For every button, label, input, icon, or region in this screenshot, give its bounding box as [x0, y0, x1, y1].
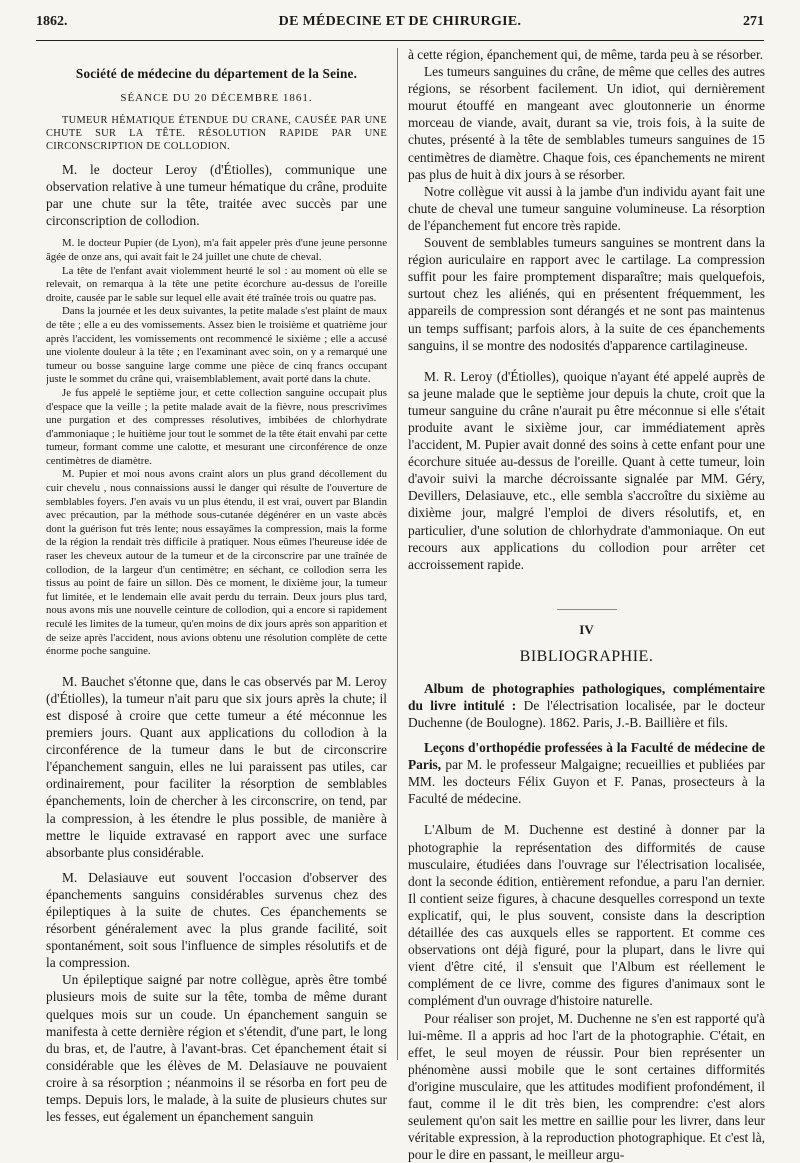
running-header [36, 14, 764, 40]
header-year: 1862. [36, 14, 68, 30]
section-title-society: Société de médecine du département de la Seine. [46, 66, 387, 82]
observation-paragraph: M. Pupier et moi nous avons craint alors un plus grand décollement du cuir chevelu , nous connaissions aussi le danger qui résulte de l'ouverture de semblables foyers. J'en avais vu un plus étendu, il est vrai, ouvert par Blandin avec précaution, par la méthode sous-cutanée dégénérer en un vaste abcès dont la guérison fut très lente; nous essayâmes la compression, mais la forme de la région la rendait très difficile à pratiquer. Nous eûmes l'heureuse idée de raser les cheveux autour de la tumeur et de la circonscrire par une traînée de collodion, de la largeur d'un centimètre; en séchant, ce collodion serra les tissus au point de faire un sillon. Dès ce moment, le dixième jour, la tumeur fut limitée, et le lendemain elle avait perdu du terrain. Deux jours plus tard, nous avons mis une nouvelle ceinture de collodion, qui a encore si rapidement reculé les limites de la tumeur, qu'en moins de dix jours après son apparition et de seize après l'accident, nous avions obtenu une résolution complète de cette énorme poche sanguine. [46, 468, 387, 658]
bauchet-paragraph: M. Bauchet s'étonne que, dans le cas observés par M. Leroy (d'Étiolles), la tumeur n'ait paru que six jours après la chute; il est disposé à croire que cette tumeur a été méconnue les premiers jours. Quant aux applications du collodion à la circonférence de la tumeur dans le but de circonscrire l'épanchement sanguin, elles ne lui paraissent pas utiles, car ordinairement, pour faciliter la résorption de semblables épanchements, loin de chercher à les circonscrire, on tend, par la compression, à les étendre le plus possible, de manière à mettre le liquide extravasé en rapport avec une surface absorbante plus considérable. [46, 673, 387, 861]
review-paragraph: Pour réaliser son projet, M. Duchenne ne s'en est rapporté qu'à lui-même. Il a appris ad hoc l'art de la photographie. C'était, en effet, le seul moyen de réussir. Pour bien représenter un phénomène aussi mobile que le sont certaines difformités d'origine musculaire, que les attitudes modifient profondément, il faut, comme il le dit très bien, les comprendre: c'est alors seulement qu'on sait les mettre en saillie pour les livrer, dans leur véritable expression, à la reproduction photographique. Et c'est là, pour le dire en passant, le meilleur argu- [408, 1010, 765, 1163]
left-column [46, 46, 387, 1125]
review-paragraph: L'Album de M. Duchenne est destiné à donner par la photographie la représentation des difformités de cause musculaire, étudiées dans l'ouvrage sur l'électrisation localisée, dont la seconde édition, entièrement refondue, a paru l'an dernier. Il contient seize figures, à chacune desquelles correspond un texte explicatif, qui, le plus souvent, consiste dans la description détaillée des cas auxquels elles se rapportent. Et comme ces observations ont déjà figuré, pour la plupart, dans le livre qui vient d'être cité, il s'ensuit que l'Album est réellement le complément de ce livre, comme des figures d'animaux sont le complément d'un ouvrage d'histoire naturelle. [408, 821, 765, 1009]
leg-paragraph: Notre collègue vit aussi à la jambe d'un individu ayant fait une chute de cheval une tumeur sanguine volumineuse. La résorption de l'épanchement fut encore très rapide. [408, 183, 765, 234]
leroy-reply-paragraph: M. R. Leroy (d'Étiolles), quoique n'ayant été appelé auprès de sa jeune malade que le septième jour depuis la chute, croit que la tumeur sanguine du crâne n'aurait pu être méconnue si elle s'était produite avant le sixième jour, car immédiatement après l'accident, M. Pupier avait donné des soins à cette enfant pour une écorchure située au-dessus de l'oreille. Quant à cette tumeur, loin d'avoir suivi la marche décroissante signalée par MM. Géry, Devillers, Delasiauve, etc., elle sembla s'accroître du sixième au dixième jour, malgré l'emploi de divers résolutifs, et, en particulier, d'une solution de chlorhydrate d'ammoniaque. On eut recours aux applications du collodion pour arrêter cet accroissement rapide. [408, 368, 765, 573]
bibliography-heading: BIBLIOGRAPHIE. [408, 648, 765, 666]
header-rule [36, 40, 764, 41]
right-column [408, 46, 765, 1163]
auricular-paragraph: Souvent de semblables tumeurs sanguines se montrent dans la région auriculaire en rapport avec le cartilage. La compression suffit pour les faire promptement disparaître; mais quelquefois, surtout chez les aliénés, qui en présentent fréquemment, les appareils de compression sont dérangés et ne sont pas maintenus un temps suffisant; parfois alors, à la suite de ces épanchements sanguins, il se montre des nodosités d'apparence cartilagineuse. [408, 234, 765, 354]
page-number: 271 [743, 14, 764, 30]
observation-paragraph: La tête de l'enfant avait violemment heurté le sol : au moment où elle se relevait, on remarqua à la tête une petite écorchure au-dessus de l'oreille droite, causée par le sable sur lequel elle avait été traînée trois ou quatre pas. [46, 265, 387, 306]
album-title: Album de photographies pathologiques, complémentaire du livre intitulé : [408, 681, 765, 713]
continued-paragraph: à cette région, épanchement qui, de même, tarda peu à se résorber. [408, 46, 765, 63]
lecons-details: par M. le professeur Malgaigne; recueillies et publiées par MM. les docteurs Félix Guyon et F. Panas, prosecteurs à la Faculté de médecine. [408, 757, 765, 806]
section-number: IV [557, 609, 617, 638]
lecons-title: Leçons d'orthopédie professées à la Faculté de médecine de Paris, [408, 740, 765, 772]
header-journal-title: DE MÉDECINE ET DE CHIRURGIE. [36, 14, 764, 30]
observation-paragraph: Dans la journée et les deux suivantes, la petite malade s'est plaint de maux de tête ; elle a eu des vomissements. Assez bien le troisième et quatrième jour après l'accident, les vomissements ont recommencé le sixième ; elle a accusé une violente douleur à la tête ; en l'examinant avec soin, on y a remarqué une tumeur ou bosse sanguine large comme une pièce de cinq francs occupant juste le sommet du crâne qui, vraisemblablement, avait porté dans la chute. [46, 305, 387, 387]
seance-date: SÉANCE DU 20 DÉCEMBRE 1861. [46, 92, 387, 104]
tumors-paragraph: Les tumeurs sanguines du crâne, de même que celles des autres régions, se résorbent facilement. Un idiot, qui dernièrement mourut étouffé en mangeant avec gloutonnerie un énorme morceau de viande, avait, durant sa vie, trois fois, à la suite de chutes, présenté à la tête de semblables tumeurs sanguines de 15 centimètres de diamètre. Chaque fois, ces épanchements ne mirent pas plus de huit à dix jours à se résorber. [408, 63, 765, 183]
album-entry [408, 680, 765, 731]
delasiauve-paragraph: M. Delasiauve eut souvent l'occasion d'observer des épanchements sanguins considérables survenus chez des épileptiques à la suite de chutes. Ces épanchements se résorbent généralement avec la plus grande facilité, soit spontanément, soit sous l'influence de simples résolutifs et de la compression. [46, 869, 387, 972]
intro-paragraph: M. le docteur Leroy (d'Étiolles), communique une observation relative à une tumeur hématique du crâne, produite par une chute sur la tête, traitée avec succès par une circonscription de collodion. [46, 161, 387, 229]
observation-paragraph: M. le docteur Pupier (de Lyon), m'a fait appeler près d'une jeune personne âgée de onze ans, qui avait fait le 24 juillet une chute de cheval. [46, 237, 387, 264]
observation-paragraph: Je fus appelé le septième jour, et cette collection sanguine occupait plus d'espace que la veille ; la petite malade avait de la fièvre, nous prescrivîmes une purgation et des compresses résolutives, imbibées de chlorhydrate d'ammoniaque ; le huitième jour tout le sommet de la tête était envahi par cette tumeur, formant comme une calotte, et mesurant une circonférence de onze centimètres de diamètre. [46, 387, 387, 469]
lecons-entry [408, 739, 765, 807]
column-divider [397, 48, 398, 1060]
album-details: De l'électrisation localisée, par le docteur Duchenne (de Boulogne). 1862. Paris, J.-B. Baillière et fils. [408, 698, 765, 730]
epileptic-paragraph: Un épileptique saigné par notre collègue, après être tombé plusieurs mois de suite sur la tête, tomba de même durant quelques mois sur un coude. Un épanchement sanguin se manifesta à cette dernière région et s'étendit, d'une part, le long du bras, et, de l'autre, à l'avant-bras. Cet épanchement était si considérable que les élèves de M. Delasiauve ne pouvaient croire à sa résorption ; néanmoins il se résorba en fort peu de temps. Depuis lors, le malade, à la suite de plusieurs chutes sur les fesses, eut également un épanchement sanguin [46, 971, 387, 1125]
subject-heading: TUMEUR HÉMATIQUE ÉTENDUE DU CRANE, CAUSÉE PAR UNE CHUTE SUR LA TÊTE. RÉSOLUTION RAPIDE PAR UNE CIRCONSCRIPTION DE COLLODION. [46, 114, 387, 153]
